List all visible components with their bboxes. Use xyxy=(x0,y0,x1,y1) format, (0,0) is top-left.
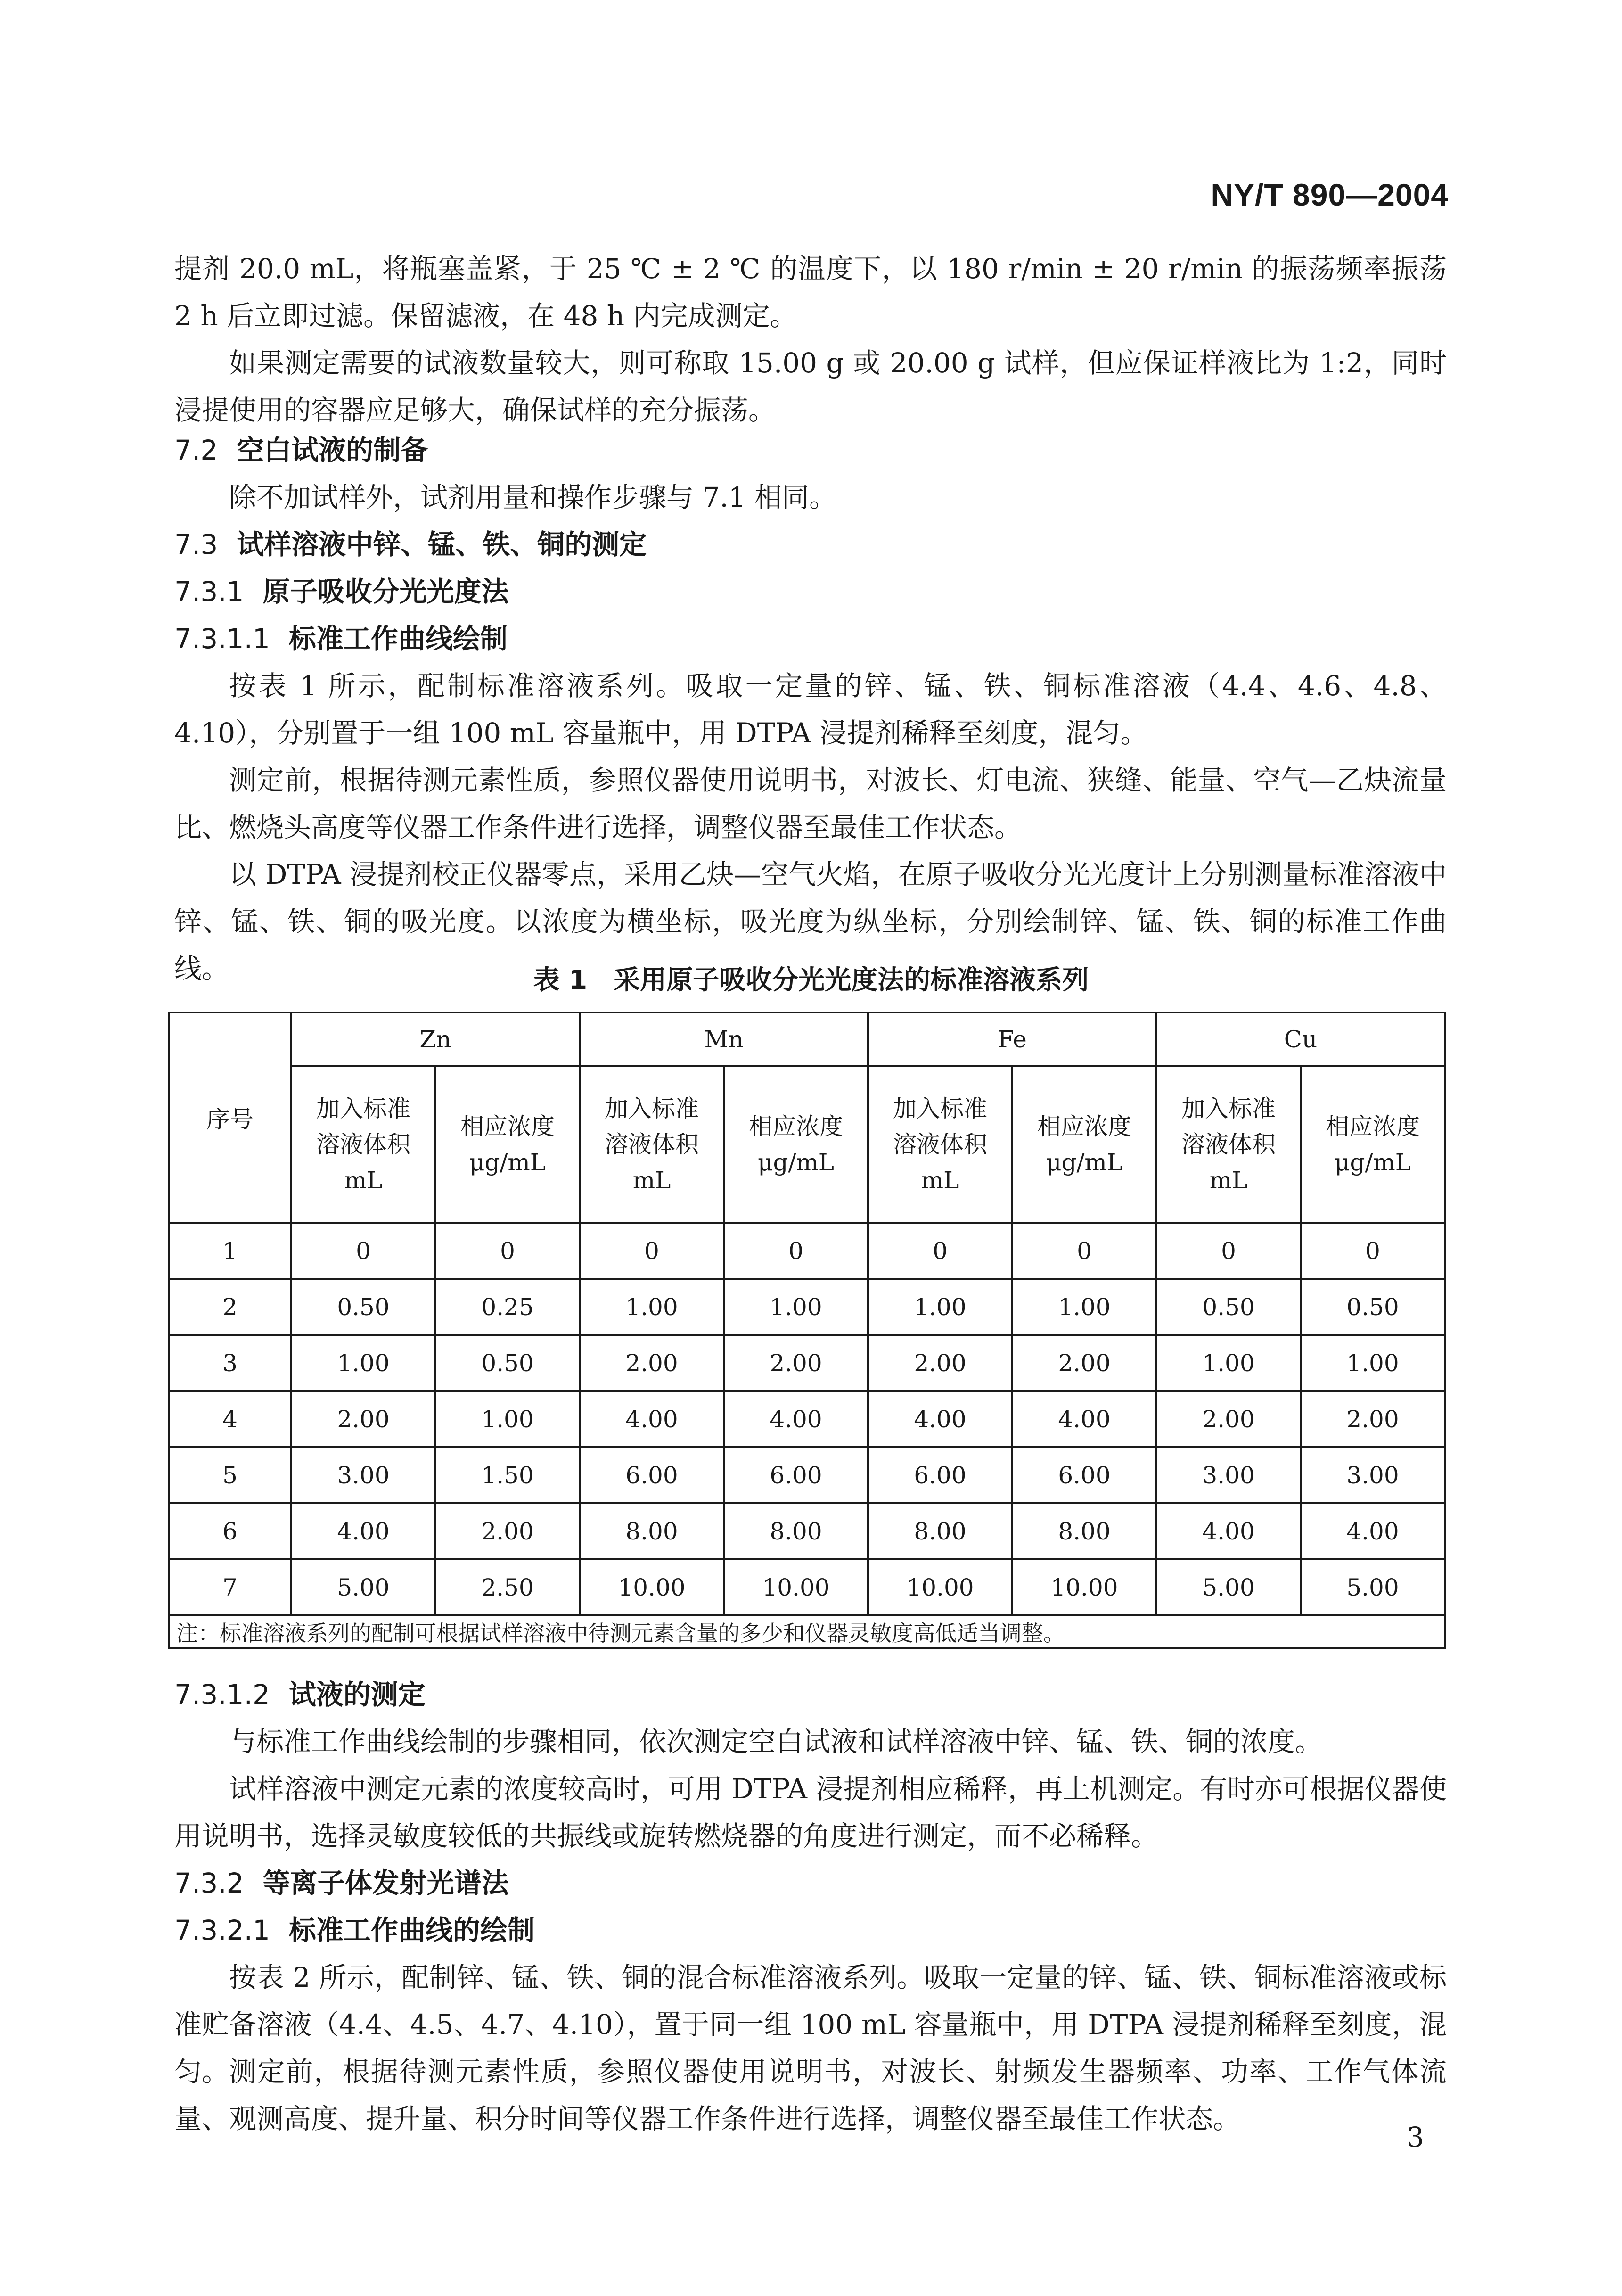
table-cell: 2.00 xyxy=(1301,1391,1445,1447)
header-element: Zn xyxy=(291,1012,580,1066)
table-caption: 表 1 采用原子吸收分光光度法的标准溶液系列 xyxy=(533,965,1089,996)
table-cell: 6.00 xyxy=(724,1447,868,1503)
heading-title: 标准工作曲线绘制 xyxy=(288,623,508,655)
standard-code: NY/T 890—2004 xyxy=(1211,177,1449,212)
table-cell: 0 xyxy=(1301,1223,1445,1279)
row-number-cell: 4 xyxy=(169,1391,291,1447)
table-cell: 0 xyxy=(580,1223,724,1279)
row-number-cell: 6 xyxy=(169,1503,291,1559)
table-cell: 1.00 xyxy=(1012,1279,1156,1335)
table-note: 注：标准溶液系列的配制可根据试样溶液中待测元素含量的多少和仪器灵敏度高低适当调整。 xyxy=(169,1615,1445,1648)
table-cell: 4.00 xyxy=(1012,1391,1156,1447)
heading-7-3 xyxy=(174,521,647,568)
table-row xyxy=(169,1279,1445,1335)
table-cell: 2.00 xyxy=(1012,1335,1156,1391)
table-cell: 0 xyxy=(1012,1223,1156,1279)
row-number-cell: 1 xyxy=(169,1223,291,1279)
header-element: Fe xyxy=(868,1012,1156,1066)
heading-title: 试液的测定 xyxy=(288,1679,426,1711)
table-cell: 6.00 xyxy=(868,1447,1012,1503)
heading-number: 7.3.2 xyxy=(174,1867,244,1899)
row-number-cell: 2 xyxy=(169,1279,291,1335)
table-cell: 2.00 xyxy=(1156,1391,1301,1447)
header-element: Mn xyxy=(580,1012,868,1066)
table-cell: 5.00 xyxy=(291,1559,435,1615)
header-concentration: 相应浓度 μg/mL xyxy=(1301,1066,1445,1223)
table-cell: 4.00 xyxy=(291,1503,435,1559)
table-cell: 2.00 xyxy=(435,1503,580,1559)
table-row xyxy=(169,1223,1445,1279)
table-cell: 0 xyxy=(724,1223,868,1279)
paragraph-test-solution: 与标准工作曲线绘制的步骤相同，依次测定空白试液和试样溶液中锌、锰、铁、铜的浓度。 xyxy=(229,1726,1323,1758)
table-cell: 10.00 xyxy=(868,1559,1012,1615)
table-cell: 3.00 xyxy=(1301,1447,1445,1503)
paragraph-absorbance-measurement: 以 DTPA 浸提剂校正仪器零点，采用乙炔—空气火焰，在原子吸收分光光度计上分别测量标准溶液中锌、锰、铁、铜的吸光度。以浓度为横坐标，吸光度为纵坐标，分别绘制锌、锰、铁、铜的标准工作曲线。 xyxy=(174,858,1447,985)
heading-7-3-1-1 xyxy=(174,615,508,662)
table-cell: 2.00 xyxy=(724,1335,868,1391)
table-cell: 6.00 xyxy=(580,1447,724,1503)
table-note-row xyxy=(169,1615,1445,1648)
table-cell: 4.00 xyxy=(1156,1503,1301,1559)
table-cell: 2.50 xyxy=(435,1559,580,1615)
table-cell: 0.50 xyxy=(1301,1279,1445,1335)
paragraph-standard-series: 按表 1 所示，配制标准溶液系列。吸取一定量的锌、锰、铁、铜标准溶液（4.4、4.6、4.8、4.10），分别置于一组 100 mL 容量瓶中，用 DTPA 浸提剂稀释至刻度，混匀。 xyxy=(174,670,1447,749)
paragraph-dilution: 试样溶液中测定元素的浓度较高时，可用 DTPA 浸提剂相应稀释，再上机测定。有时亦可根据仪器使用说明书，选择灵敏度较低的共振线或旋转燃烧器的角度进行测定，而不必稀释。 xyxy=(174,1773,1447,1852)
header-concentration: 相应浓度 μg/mL xyxy=(1012,1066,1156,1223)
table-cell: 4.00 xyxy=(580,1391,724,1447)
table-row xyxy=(169,1391,1445,1447)
heading-number: 7.3.1.1 xyxy=(174,623,270,655)
heading-7-3-2-1 xyxy=(174,1907,535,1954)
table-cell: 8.00 xyxy=(724,1503,868,1559)
table-cell: 0 xyxy=(435,1223,580,1279)
header-concentration: 相应浓度 μg/mL xyxy=(435,1066,580,1223)
table-row xyxy=(169,1559,1445,1615)
heading-7-3-1 xyxy=(174,568,509,615)
header-volume: 加入标准 溶液体积 mL xyxy=(580,1066,724,1223)
heading-title: 空白试液的制备 xyxy=(237,434,428,466)
table-cell: 0.50 xyxy=(435,1335,580,1391)
heading-title: 试样溶液中锌、锰、铁、铜的测定 xyxy=(237,528,647,560)
row-number-cell: 3 xyxy=(169,1335,291,1391)
table-cell: 5.00 xyxy=(1156,1559,1301,1615)
table-cell: 0 xyxy=(1156,1223,1301,1279)
table-row xyxy=(169,1335,1445,1391)
header-concentration: 相应浓度 μg/mL xyxy=(724,1066,868,1223)
table-cell: 10.00 xyxy=(580,1559,724,1615)
paragraph-large-sample: 如果测定需要的试液数量较大，则可称取 15.00 g 或 20.00 g 试样，但应保证样液比为 1:2，同时浸提使用的容器应足够大，确保试样的充分振荡。 xyxy=(174,347,1447,426)
table-cell: 6.00 xyxy=(1012,1447,1156,1503)
heading-number: 7.3.1.2 xyxy=(174,1679,270,1711)
heading-number: 7.3 xyxy=(174,528,218,560)
table-cell: 0 xyxy=(291,1223,435,1279)
table-cell: 2.00 xyxy=(868,1335,1012,1391)
header-volume: 加入标准 溶液体积 mL xyxy=(1156,1066,1301,1223)
heading-number: 7.3.2.1 xyxy=(174,1914,270,1946)
heading-7-3-2 xyxy=(174,1860,509,1907)
paragraph-icp-setup: 测定前，根据待测元素性质，参照仪器使用说明书，对波长、射频发生器频率、功率、工作气体流量、观测高度、提升量、积分时间等仪器工作条件进行选择，调整仪器至最佳工作状态。 xyxy=(174,2056,1447,2135)
heading-number: 7.3.1 xyxy=(174,576,244,608)
table-cell: 1.00 xyxy=(1301,1335,1445,1391)
table-cell: 4.00 xyxy=(868,1391,1012,1447)
table-row xyxy=(169,1503,1445,1559)
table-cell: 0.25 xyxy=(435,1279,580,1335)
table-cell: 3.00 xyxy=(1156,1447,1301,1503)
table-row xyxy=(169,1447,1445,1503)
table-cell: 0.50 xyxy=(291,1279,435,1335)
table-cell: 4.00 xyxy=(724,1391,868,1447)
header-volume: 加入标准 溶液体积 mL xyxy=(291,1066,435,1223)
heading-7-2 xyxy=(174,427,428,474)
heading-title: 等离子体发射光谱法 xyxy=(262,1867,509,1899)
page-number: 3 xyxy=(1407,2121,1424,2153)
table-cell: 10.00 xyxy=(724,1559,868,1615)
table-cell: 2.00 xyxy=(291,1391,435,1447)
table-cell: 10.00 xyxy=(1012,1559,1156,1615)
header-seq: 序号 xyxy=(169,1012,291,1223)
table-cell: 1.00 xyxy=(580,1279,724,1335)
row-number-cell: 5 xyxy=(169,1447,291,1503)
heading-number: 7.2 xyxy=(174,434,218,466)
table-cell: 1.50 xyxy=(435,1447,580,1503)
heading-title: 标准工作曲线的绘制 xyxy=(288,1914,535,1946)
table-cell: 8.00 xyxy=(1012,1503,1156,1559)
table-cell: 2.00 xyxy=(580,1335,724,1391)
table-cell: 1.00 xyxy=(868,1279,1012,1335)
table-cell: 5.00 xyxy=(1301,1559,1445,1615)
paragraph-mixed-standard: 按表 2 所示，配制锌、锰、铁、铜的混合标准溶液系列。吸取一定量的锌、锰、铁、铜标准溶液或标准贮备溶液（4.4、4.5、4.7、4.10），置于同一组 100 mL 容量瓶中，用 DTPA 浸提剂稀释至刻度，混匀。 xyxy=(174,1961,1447,2088)
standard-solution-table xyxy=(168,1012,1446,1649)
heading-7-3-1-2 xyxy=(174,1671,426,1718)
table-cell: 0 xyxy=(868,1223,1012,1279)
table-cell: 8.00 xyxy=(580,1503,724,1559)
table-cell: 1.00 xyxy=(291,1335,435,1391)
header-element: Cu xyxy=(1156,1012,1445,1066)
table-cell: 8.00 xyxy=(868,1503,1012,1559)
table-cell: 3.00 xyxy=(291,1447,435,1503)
paragraph-blank-solution: 除不加试样外，试剂用量和操作步骤与 7.1 相同。 xyxy=(229,481,837,513)
table-cell: 1.00 xyxy=(435,1391,580,1447)
table-cell: 1.00 xyxy=(724,1279,868,1335)
table-cell: 1.00 xyxy=(1156,1335,1301,1391)
heading-title: 原子吸收分光光度法 xyxy=(262,576,509,608)
paragraph-instrument-setup: 测定前，根据待测元素性质，参照仪器使用说明书，对波长、灯电流、狭缝、能量、空气—乙炔流量比、燃烧头高度等仪器工作条件进行选择，调整仪器至最佳工作状态。 xyxy=(174,764,1447,843)
table-cell: 4.00 xyxy=(1301,1503,1445,1559)
table-cell: 0.50 xyxy=(1156,1279,1301,1335)
row-number-cell: 7 xyxy=(169,1559,291,1615)
header-volume: 加入标准 溶液体积 mL xyxy=(868,1066,1012,1223)
paragraph-extraction-procedure: 提剂 20.0 mL，将瓶塞盖紧，于 25 ℃ ± 2 ℃ 的温度下，以 180 r/min ± 20 r/min 的振荡频率振荡 2 h 后立即过滤。保留滤液，在 48 h 内完成测定。 xyxy=(174,253,1447,332)
